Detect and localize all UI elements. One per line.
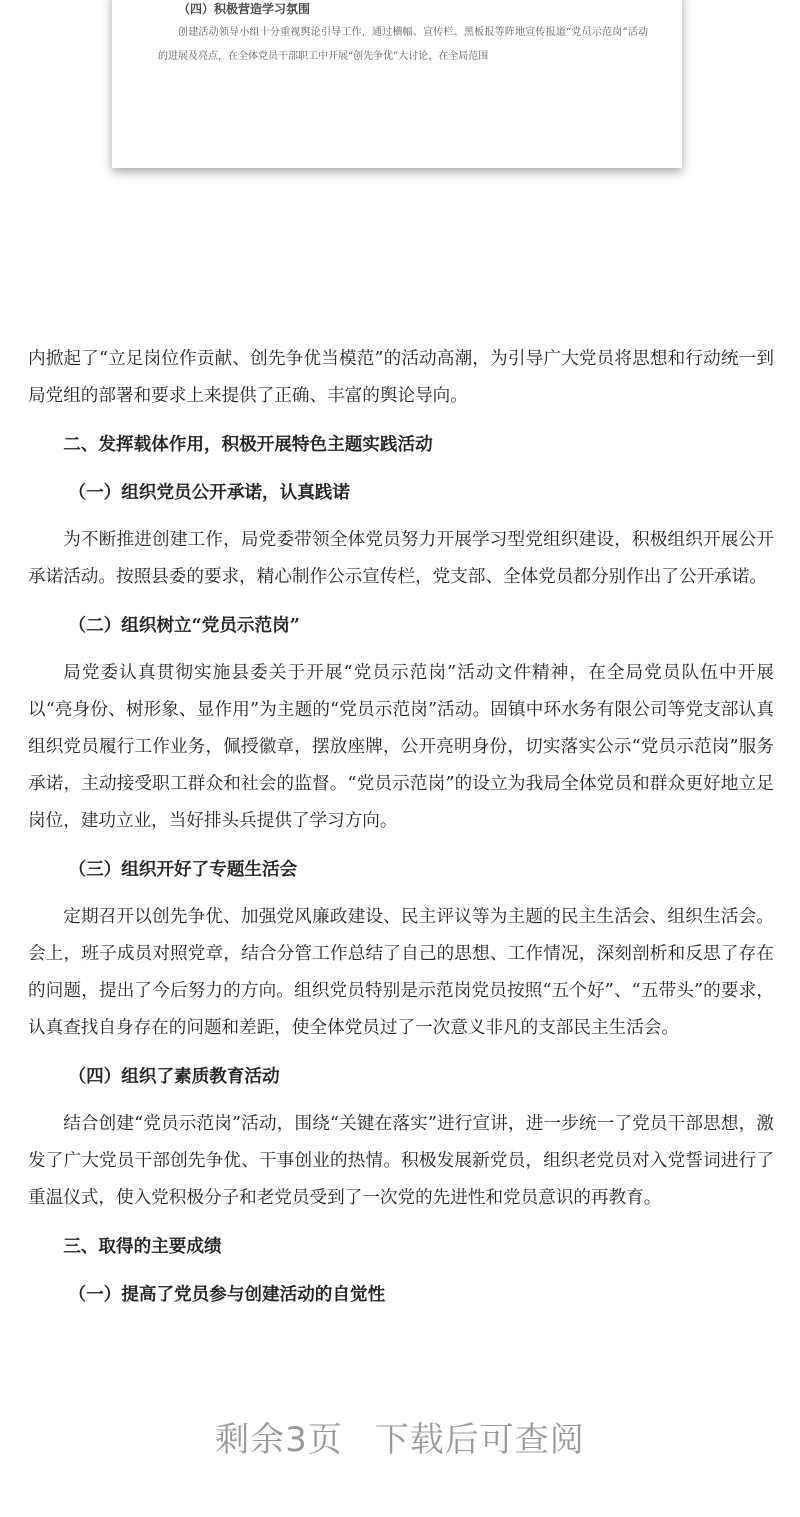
document-body	[28, 341, 774, 1324]
subsection-heading: （一）提高了党员参与创建活动的自觉性	[68, 1284, 386, 1305]
subsection-heading: （四）组织了素质教育活动	[68, 1066, 280, 1087]
section-heading: 二、发挥载体作用，积极开展特色主题实践活动	[63, 434, 433, 455]
section-heading: 三、取得的主要成绩	[63, 1236, 222, 1257]
subsection-heading: （一）组织党员公开承诺，认真践诺	[68, 482, 350, 503]
card-paragraph: 创建活动领导小组十分重视舆论引导工作，通过横幅、宣传栏、黑板报等阵地宣传报道“党员示范岗”活动的进展及亮点，在全体党员干部职工中开展“创先争优”大讨论，在全局范围	[158, 27, 648, 62]
paragraph: 定期召开以创先争优、加强党风廉政建设、民主评议等为主题的民主生活会、组织生活会。会上，班子成员对照党章，结合分管工作总结了自己的思想、工作情况，深刻剖析和反思了存在的问题，提出了今后努力的方向。组织党员特别是示范岗党员按照“五个好”、“五带头”的要求，认真查找自身存在的问题和差距，使全体党员过了一次意义非凡的支部民主生活会。	[28, 907, 774, 1038]
subsection-heading: （三）组织开好了专题生活会	[68, 859, 298, 880]
paragraph: 为不断推进创建工作，局党委带领全体党员努力开展学习型党组织建设，积极组织开展公开承诺活动。按照县委的要求，精心制作公示宣传栏，党支部、全体党员都分别作出了公开承诺。	[28, 530, 774, 587]
paragraph: 结合创建“党员示范岗”活动，围绕“关键在落实”进行宣讲，进一步统一了党员干部思想，激发了广大党员干部创先争优、干事创业的热情。积极发展新党员，组织老党员对入党誓词进行了重温仪式，使入党积极分子和老党员受到了一次党的先进性和党员意识的再教育。	[28, 1114, 774, 1208]
remaining-pages-text: 剩余3页	[215, 1420, 343, 1460]
preview-page-card	[112, 0, 682, 168]
download-hint-text: 下载后可查阅	[374, 1420, 585, 1460]
download-prompt[interactable]	[0, 1412, 800, 1461]
card-heading: （四）积极营造学习氛围	[178, 2, 311, 16]
subsection-heading: （二）组织树立“党员示范岗”	[68, 615, 300, 636]
continuation-paragraph: 内掀起了“立足岗位作贡献、创先争优当模范”的活动高潮，为引导广大党员将思想和行动统一到局党组的部署和要求上来提供了正确、丰富的舆论导向。	[28, 349, 774, 406]
paragraph: 局党委认真贯彻实施县委关于开展“党员示范岗”活动文件精神，在全局党员队伍中开展以“亮身份、树形象、显作用”为主题的“党员示范岗”活动。固镇中环水务有限公司等党支部认真组织党员履行工作业务，佩授徽章，摆放座牌，公开亮明身份，切实落实公示“党员示范岗”服务承诺，主动接受职工群众和社会的监督。“党员示范岗”的设立为我局全体党员和群众更好地立足岗位，建功立业，当好排头兵提供了学习方向。	[28, 663, 774, 831]
